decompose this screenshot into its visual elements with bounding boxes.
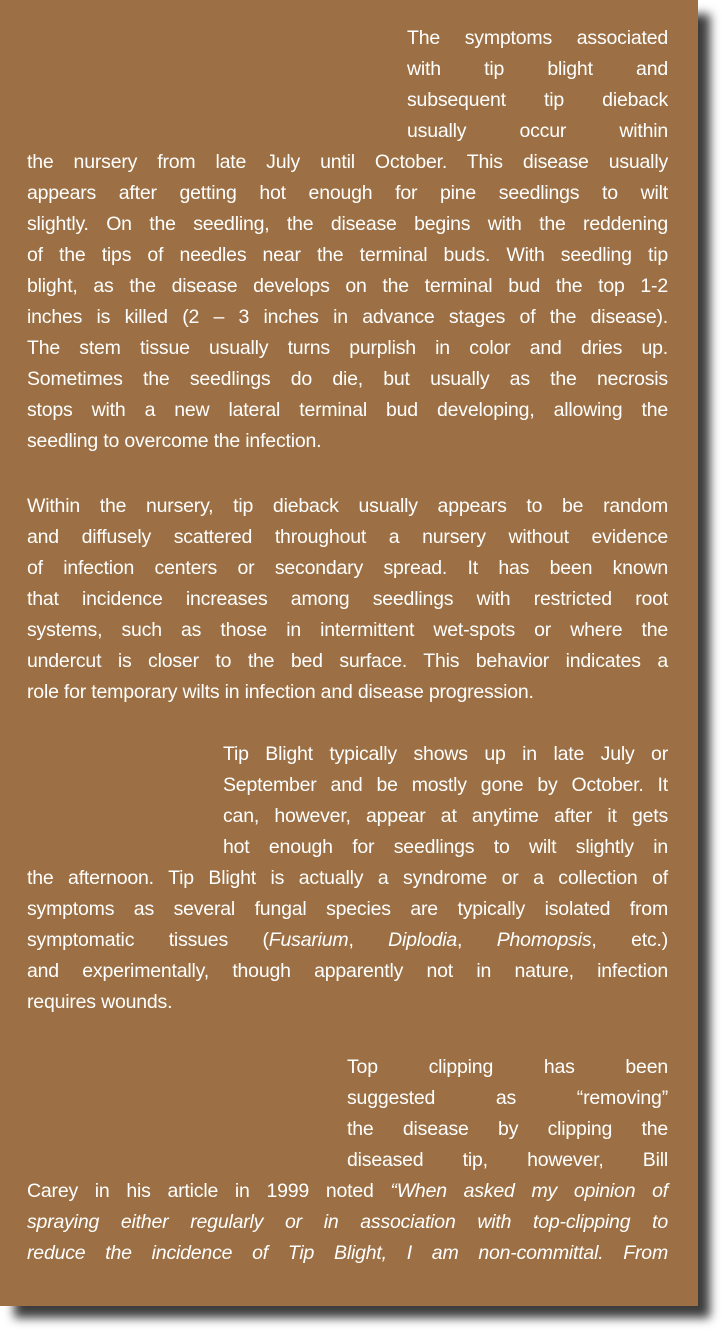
text-line	[347, 1052, 668, 1083]
text-line	[27, 333, 668, 364]
paragraph	[27, 739, 668, 1018]
text-line	[27, 147, 668, 178]
text-line	[347, 1083, 668, 1114]
text-line	[27, 240, 668, 271]
text-segment: diseased tip, however, Bill	[347, 1149, 668, 1171]
text-line	[407, 54, 668, 85]
article-text	[27, 23, 668, 1269]
text-segment: inches is killed (2 – 3 inches in advance stages of the disease).	[27, 306, 668, 328]
text-line	[27, 584, 668, 615]
text-line	[27, 522, 668, 553]
text-segment: Within the nursery, tip dieback usually appears to be random	[27, 495, 668, 517]
text-segment: usually occur within	[407, 120, 668, 142]
text-line	[27, 178, 668, 209]
text-segment: with tip blight and	[407, 58, 668, 80]
text-segment: symptoms as several fungal species are typically isolated from	[27, 898, 668, 920]
text-segment: slightly. On the seedling, the disease begins with the reddening	[27, 213, 668, 235]
text-line	[347, 1114, 668, 1145]
text-line	[27, 1238, 668, 1269]
paragraph	[27, 1052, 668, 1269]
text-segment: Tip Blight typically shows up in late July or	[223, 743, 668, 765]
text-segment: of infection centers or secondary spread. It has been known	[27, 557, 668, 579]
italic-text: Phomopsis	[496, 929, 592, 951]
text-segment: can, however, appear at anytime after it gets	[223, 805, 668, 827]
text-segment: subsequent tip dieback	[407, 89, 668, 111]
text-segment: suggested as “removing”	[347, 1087, 668, 1109]
text-segment: the nursery from late July until October. This disease usually	[27, 151, 668, 173]
text-line	[27, 395, 668, 426]
text-segment: that incidence increases among seedlings with restricted root	[27, 588, 668, 610]
text-line	[27, 426, 668, 457]
italic-text: spraying either regularly or in association with top-clipping to	[27, 1211, 668, 1233]
text-line	[27, 677, 668, 708]
text-line	[347, 1145, 668, 1176]
text-segment: Carey in his article in 1999 noted	[27, 1180, 391, 1202]
text-segment: , etc.)	[591, 929, 669, 951]
paragraph	[27, 491, 668, 708]
text-line	[27, 271, 668, 302]
text-line	[27, 364, 668, 395]
text-segment: seedling to overcome the infection.	[27, 430, 322, 452]
text-line	[407, 23, 668, 54]
text-line	[27, 894, 668, 925]
text-line	[407, 85, 668, 116]
text-line	[27, 925, 668, 956]
paragraph	[27, 23, 668, 457]
text-segment: ,	[457, 929, 497, 951]
text-segment: undercut is closer to the bed surface. This behavior indicates a	[27, 650, 668, 672]
text-line	[27, 1207, 668, 1238]
text-segment: and diffusely scattered throughout a nursery without evidence	[27, 526, 668, 548]
text-segment: Sometimes the seedlings do die, but usually as the necrosis	[27, 368, 668, 390]
text-segment: hot enough for seedlings to wilt slightly in	[223, 836, 668, 858]
text-line	[27, 491, 668, 522]
text-line	[27, 987, 668, 1018]
italic-text: reduce the incidence of Tip Blight, I am non-committal. From	[27, 1242, 668, 1264]
text-segment: requires wounds.	[27, 991, 173, 1013]
text-line	[27, 615, 668, 646]
text-line	[27, 209, 668, 240]
text-line	[223, 832, 668, 863]
text-line	[27, 553, 668, 584]
text-segment: systems, such as those in intermittent wet-spots or where the	[27, 619, 668, 641]
text-segment: symptomatic tissues (	[27, 929, 269, 951]
italic-text: “When asked my opinion of	[390, 1180, 668, 1202]
text-segment: of the tips of needles near the terminal buds. With seedling tip	[27, 244, 668, 266]
text-segment: The stem tissue usually turns purplish in color and dries up.	[27, 337, 668, 359]
text-segment: Top clipping has been	[347, 1056, 668, 1078]
text-line	[27, 1176, 668, 1207]
text-line	[223, 739, 668, 770]
text-line	[27, 863, 668, 894]
text-segment: and experimentally, though apparently not in nature, infection	[27, 960, 668, 982]
italic-text: Fusarium	[268, 929, 349, 951]
text-segment: stops with a new lateral terminal bud developing, allowing the	[27, 399, 668, 421]
text-line	[27, 956, 668, 987]
text-line	[223, 770, 668, 801]
text-segment: ,	[348, 929, 389, 951]
text-segment: blight, as the disease develops on the terminal bud the top 1-2	[27, 275, 668, 297]
italic-text: Diplodia	[388, 929, 458, 951]
text-segment: September and be mostly gone by October. It	[223, 774, 668, 796]
text-line	[223, 801, 668, 832]
text-segment: The symptoms associated	[407, 27, 668, 49]
text-segment: appears after getting hot enough for pine seedlings to wilt	[27, 182, 668, 204]
text-segment: role for temporary wilts in infection and disease progression.	[27, 681, 534, 703]
text-line	[27, 302, 668, 333]
text-segment: the disease by clipping the	[347, 1118, 668, 1140]
text-segment: the afternoon. Tip Blight is actually a syndrome or a collection of	[27, 867, 668, 889]
text-line	[27, 646, 668, 677]
text-line	[407, 116, 668, 147]
